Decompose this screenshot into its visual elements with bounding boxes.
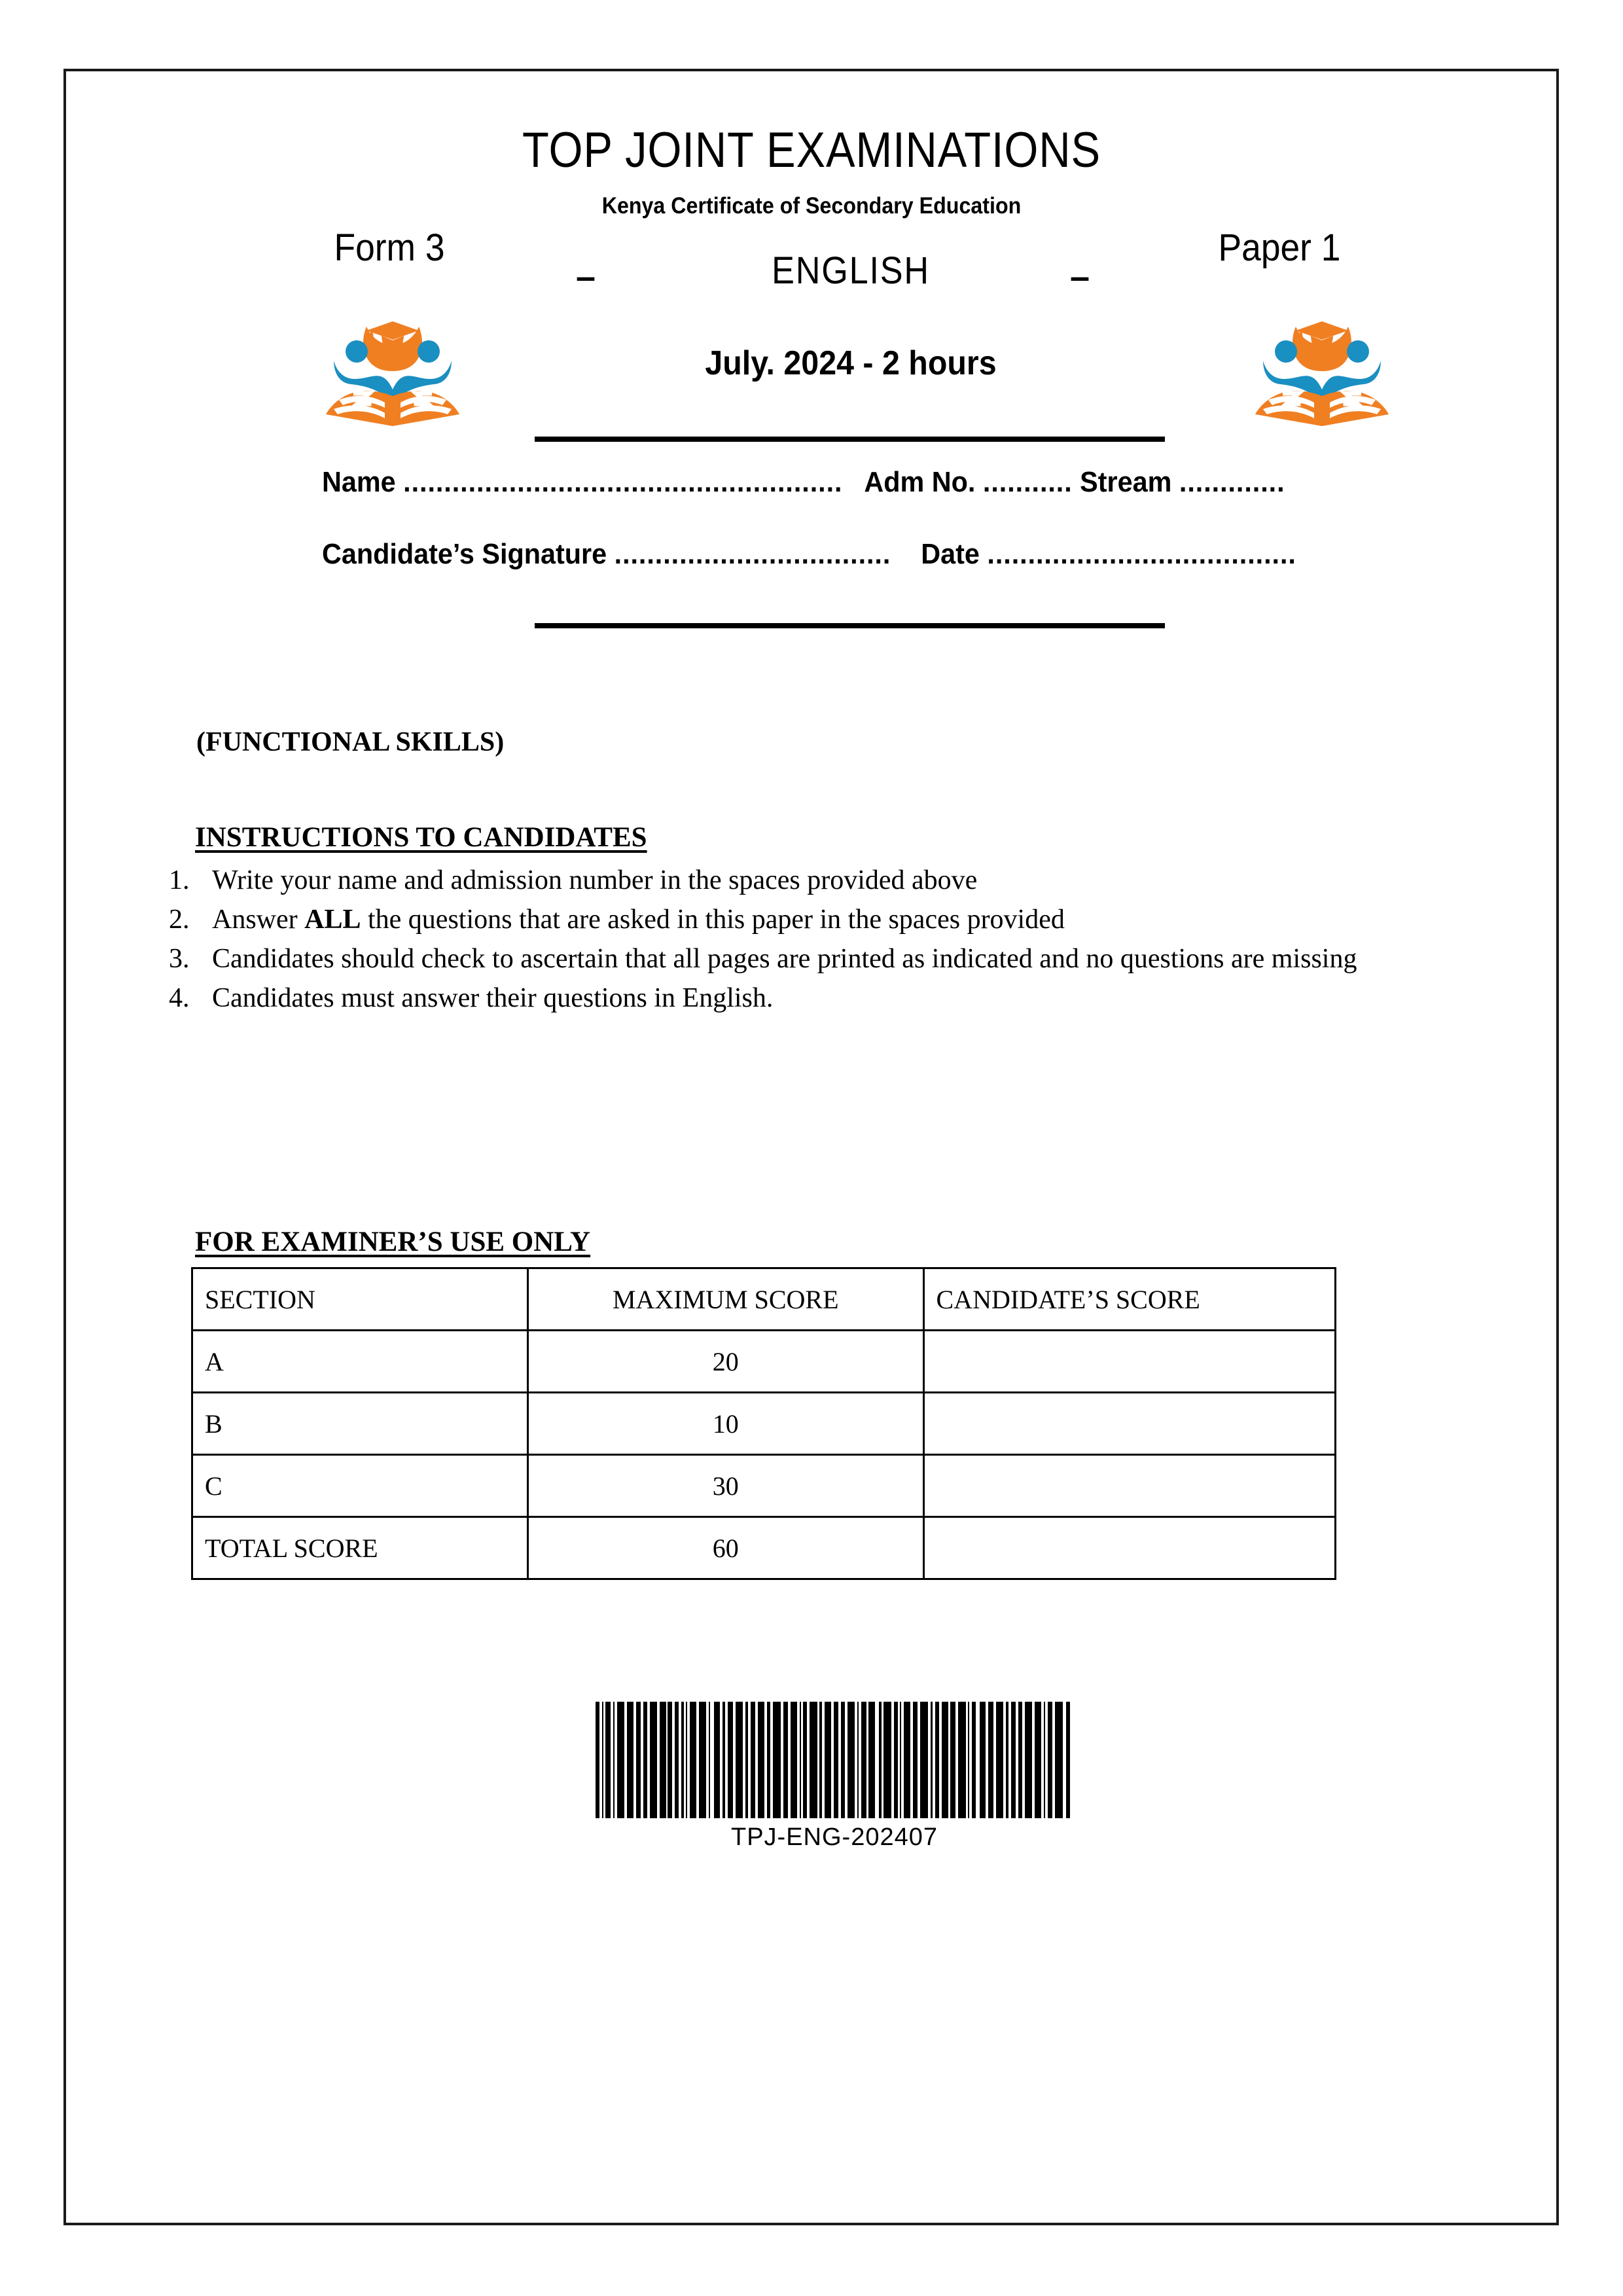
page-title: TOP JOINT EXAMINATIONS — [522, 122, 1101, 178]
page-subtitle: Kenya Certificate of Secondary Education — [601, 193, 1022, 219]
instructions-heading: INSTRUCTIONS TO CANDIDATES — [195, 822, 647, 853]
instruction-2-emphasis: ALL — [304, 904, 361, 935]
instructions-list — [137, 863, 1479, 1019]
candidate-name-row — [322, 466, 1285, 499]
cell-candidate-score[interactable] — [923, 1393, 1336, 1455]
cell-section: C — [192, 1455, 528, 1517]
list-item — [196, 902, 1479, 939]
subject-label: ENGLISH — [772, 249, 930, 292]
cell-section: B — [192, 1393, 528, 1455]
adm-no-label: Adm No. — [864, 466, 976, 498]
cell-maximum-score: 30 — [528, 1455, 924, 1517]
header-divider-bottom — [535, 623, 1165, 628]
table-row — [192, 1455, 1336, 1517]
date-input-dots[interactable]: ...................................... — [987, 538, 1296, 570]
list-item: 4. Candidates must answer their questions in English. — [196, 980, 1479, 1017]
header-divider-top — [535, 437, 1165, 442]
examiner-score-table — [191, 1267, 1336, 1580]
barcode-image — [596, 1702, 1073, 1818]
list-item: 1. Write your name and admission number in the spaces provided above — [196, 863, 1479, 899]
dash-separator-right: – — [1070, 257, 1090, 296]
exam-date-duration: July. 2024 - 2 hours — [705, 344, 997, 382]
stream-input-dots[interactable]: ............. — [1179, 466, 1285, 498]
name-input-dots[interactable]: ...................................................... — [403, 466, 843, 498]
barcode-block — [596, 1702, 1073, 1852]
name-label: Name — [322, 466, 396, 498]
examiner-use-heading: FOR EXAMINER’S USE ONLY — [195, 1227, 591, 1257]
cell-section: A — [192, 1331, 528, 1393]
column-header-maximum-score: MAXIMUM SCORE — [528, 1268, 924, 1331]
cell-candidate-score[interactable] — [923, 1517, 1336, 1579]
cell-maximum-score: 20 — [528, 1331, 924, 1393]
column-header-section: SECTION — [192, 1268, 528, 1331]
column-header-candidate-score: CANDIDATE’S SCORE — [923, 1268, 1336, 1331]
date-label: Date — [921, 538, 980, 570]
dash-separator-left: – — [576, 257, 596, 296]
paper-number-label: Paper 1 — [1218, 226, 1341, 269]
list-item: 3. Candidates should check to ascertain that all pages are printed as indicated and no questions are missing — [196, 941, 1479, 978]
cell-maximum-score: 10 — [528, 1393, 924, 1455]
barcode-label: TPJ-ENG-202407 — [730, 1823, 938, 1851]
table-header-row — [192, 1268, 1336, 1331]
functional-skills-label: (FUNCTIONAL SKILLS) — [196, 727, 505, 757]
instruction-2-suffix: the questions that are asked in this paper in the spaces provided — [361, 904, 1065, 935]
table-row — [192, 1393, 1336, 1455]
top-joint-examinations-logo — [314, 298, 471, 435]
instruction-2-prefix: Answer — [212, 904, 305, 935]
signature-input-dots[interactable]: .................................. — [614, 538, 891, 570]
candidate-signature-row — [322, 538, 1296, 571]
table-row — [192, 1331, 1336, 1393]
stream-label: Stream — [1080, 466, 1172, 498]
table-row — [192, 1517, 1336, 1579]
cell-candidate-score[interactable] — [923, 1331, 1336, 1393]
cell-candidate-score[interactable] — [923, 1455, 1336, 1517]
form-level-label: Form 3 — [334, 226, 445, 269]
cell-maximum-score: 60 — [528, 1517, 924, 1579]
cell-section: TOTAL SCORE — [192, 1517, 528, 1579]
adm-no-input-dots[interactable]: ........... — [982, 466, 1073, 498]
top-joint-examinations-logo — [1243, 298, 1400, 435]
signature-label: Candidate’s Signature — [322, 538, 607, 570]
